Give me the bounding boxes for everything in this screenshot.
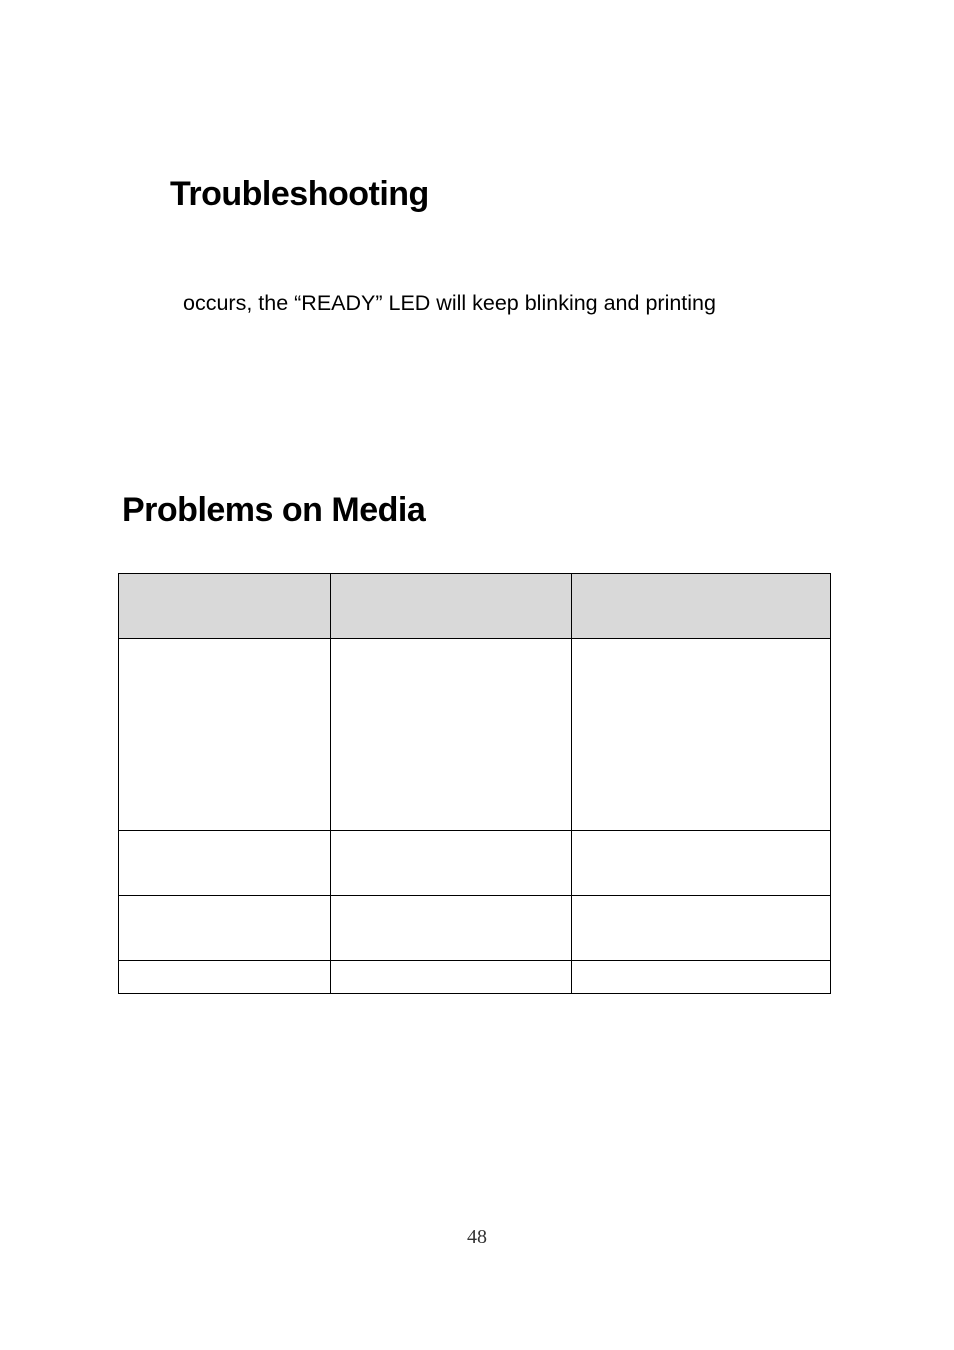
section-title-problems-on-media: Problems on Media (122, 491, 426, 529)
table-header-cell (331, 574, 572, 639)
table-row (119, 961, 831, 994)
table-cell (119, 896, 331, 961)
table-cell (572, 896, 831, 961)
table-row (119, 639, 831, 831)
table-cell (119, 639, 331, 831)
table-header-cell (572, 574, 831, 639)
table-header-row (119, 574, 831, 639)
table-cell (331, 639, 572, 831)
table-cell (572, 961, 831, 994)
table-header-cell (119, 574, 331, 639)
problems-on-media-table (118, 573, 831, 994)
table-cell (331, 896, 572, 961)
table-cell (331, 831, 572, 896)
table-cell (119, 831, 331, 896)
table-cell (119, 961, 331, 994)
table-cell (572, 831, 831, 896)
table-cell (331, 961, 572, 994)
table-row (119, 831, 831, 896)
section-title-troubleshooting: Troubleshooting (170, 175, 429, 213)
table-row (119, 896, 831, 961)
page-number: 48 (467, 1226, 487, 1248)
troubleshooting-body-text: occurs, the “READY” LED will keep blinking and printing (183, 291, 716, 315)
table-cell (572, 639, 831, 831)
